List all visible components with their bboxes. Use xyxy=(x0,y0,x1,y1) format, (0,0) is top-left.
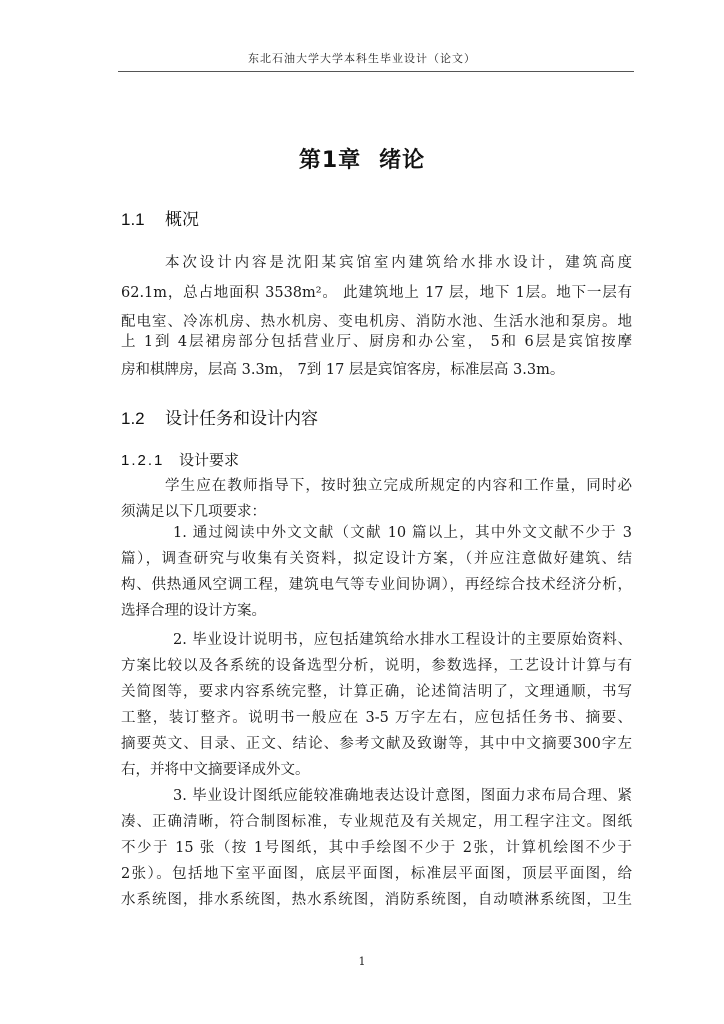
paragraph-line: 1. 通过阅读中外文文献（文献 10 篇以上，其中外文文献不少于 3 xyxy=(173,525,632,541)
paragraph-line: 3. 毕业设计图纸应能较准确地表达设计意图，图面力求布局合理、紧 xyxy=(173,788,632,804)
chapter-name: 绪论 xyxy=(379,148,426,173)
paragraph-line: 构、供热通风空调工程，建筑电气等专业间协调），再经综合技术经济分析， xyxy=(121,577,632,593)
paragraph-line: 62.1m，总占地面积 3538m²。 此建筑地上 17 层，地下 1层。地下一层有 xyxy=(121,285,632,301)
paragraph-line: 凑、正确清晰，符合制图标准，专业规范及有关规定，用工程字注文。图纸 xyxy=(121,814,632,830)
paragraph-line: 工整，装订整齐。说明书一般应在 3-5 万字左右，应包括任务书、摘要、 xyxy=(121,710,632,726)
paragraph-line: 水系统图，排水系统图，热水系统图，消防系统图，自动喷淋系统图，卫生 xyxy=(121,892,632,908)
paragraph-line: 篇），调查研究与收集有关资料，拟定设计方案，（并应注意做好建筑、结 xyxy=(121,551,632,567)
section-title: 设计任务和设计内容 xyxy=(165,409,318,429)
subsection-heading-1-2-1 xyxy=(121,449,239,470)
section-number: 1.1 xyxy=(121,210,145,229)
section-heading-1-2 xyxy=(121,404,318,429)
header-rule xyxy=(118,71,634,72)
paragraph-line: 选择合理的设计方案。 xyxy=(121,603,266,619)
paragraph-line: 方案比较以及各系统的设备选型分析，说明，参数选择，工艺设计计算与有 xyxy=(121,658,632,674)
subsection-title: 设计要求 xyxy=(179,451,240,469)
section-heading-1-1 xyxy=(121,205,199,230)
subsection-number: 1.2.1 xyxy=(121,452,165,469)
paragraph-line: 上 1到 4层裙房部分包括营业厅、厨房和办公室， 5和 6层是宾馆按摩 xyxy=(121,334,632,350)
paragraph-line: 须满足以下几项要求： xyxy=(121,504,266,520)
chapter-title xyxy=(0,143,724,174)
section-number: 1.2 xyxy=(121,409,145,428)
paragraph-line: 本次设计内容是沈阳某宾馆室内建筑给水排水设计，建筑高度 xyxy=(165,255,632,271)
paragraph-line: 房和棋牌房，层高 3.3m， 7到 17 层是宾馆客房，标准层高 3.3m。 xyxy=(121,362,565,378)
paragraph-line: 配电室、冷冻机房、热水机房、变电机房、消防水池、生活水池和泵房。地 xyxy=(121,314,632,330)
paragraph-line: 2. 毕业设计说明书，应包括建筑给水排水工程设计的主要原始资料、 xyxy=(173,632,632,648)
page-number: 1 xyxy=(358,955,366,968)
paragraph-line: 学生应在教师指导下，按时独立完成所规定的内容和工作量，同时必 xyxy=(165,478,632,494)
running-header: 东北石油大学大学本科生毕业设计（论文） xyxy=(248,52,476,65)
paragraph-line: 不少于 15 张（按 1号图纸，其中手绘图不少于 2张，计算机绘图不少于 xyxy=(121,840,632,856)
paragraph-line: 2张）。包括地下室平面图，底层平面图，标准层平面图，顶层平面图，给 xyxy=(121,866,632,882)
section-title: 概况 xyxy=(165,210,199,230)
paragraph-line: 摘要英文、目录、正文、结论、参考文献及致谢等，其中中文摘要300字左 xyxy=(121,736,632,752)
paragraph-line: 关简图等，要求内容系统完整，计算正确，论述简洁明了，文理通顺，书写 xyxy=(121,684,632,700)
chapter-number: 第1章 xyxy=(298,148,362,173)
paragraph-line: 右，并将中文摘要译成外文。 xyxy=(121,762,310,778)
